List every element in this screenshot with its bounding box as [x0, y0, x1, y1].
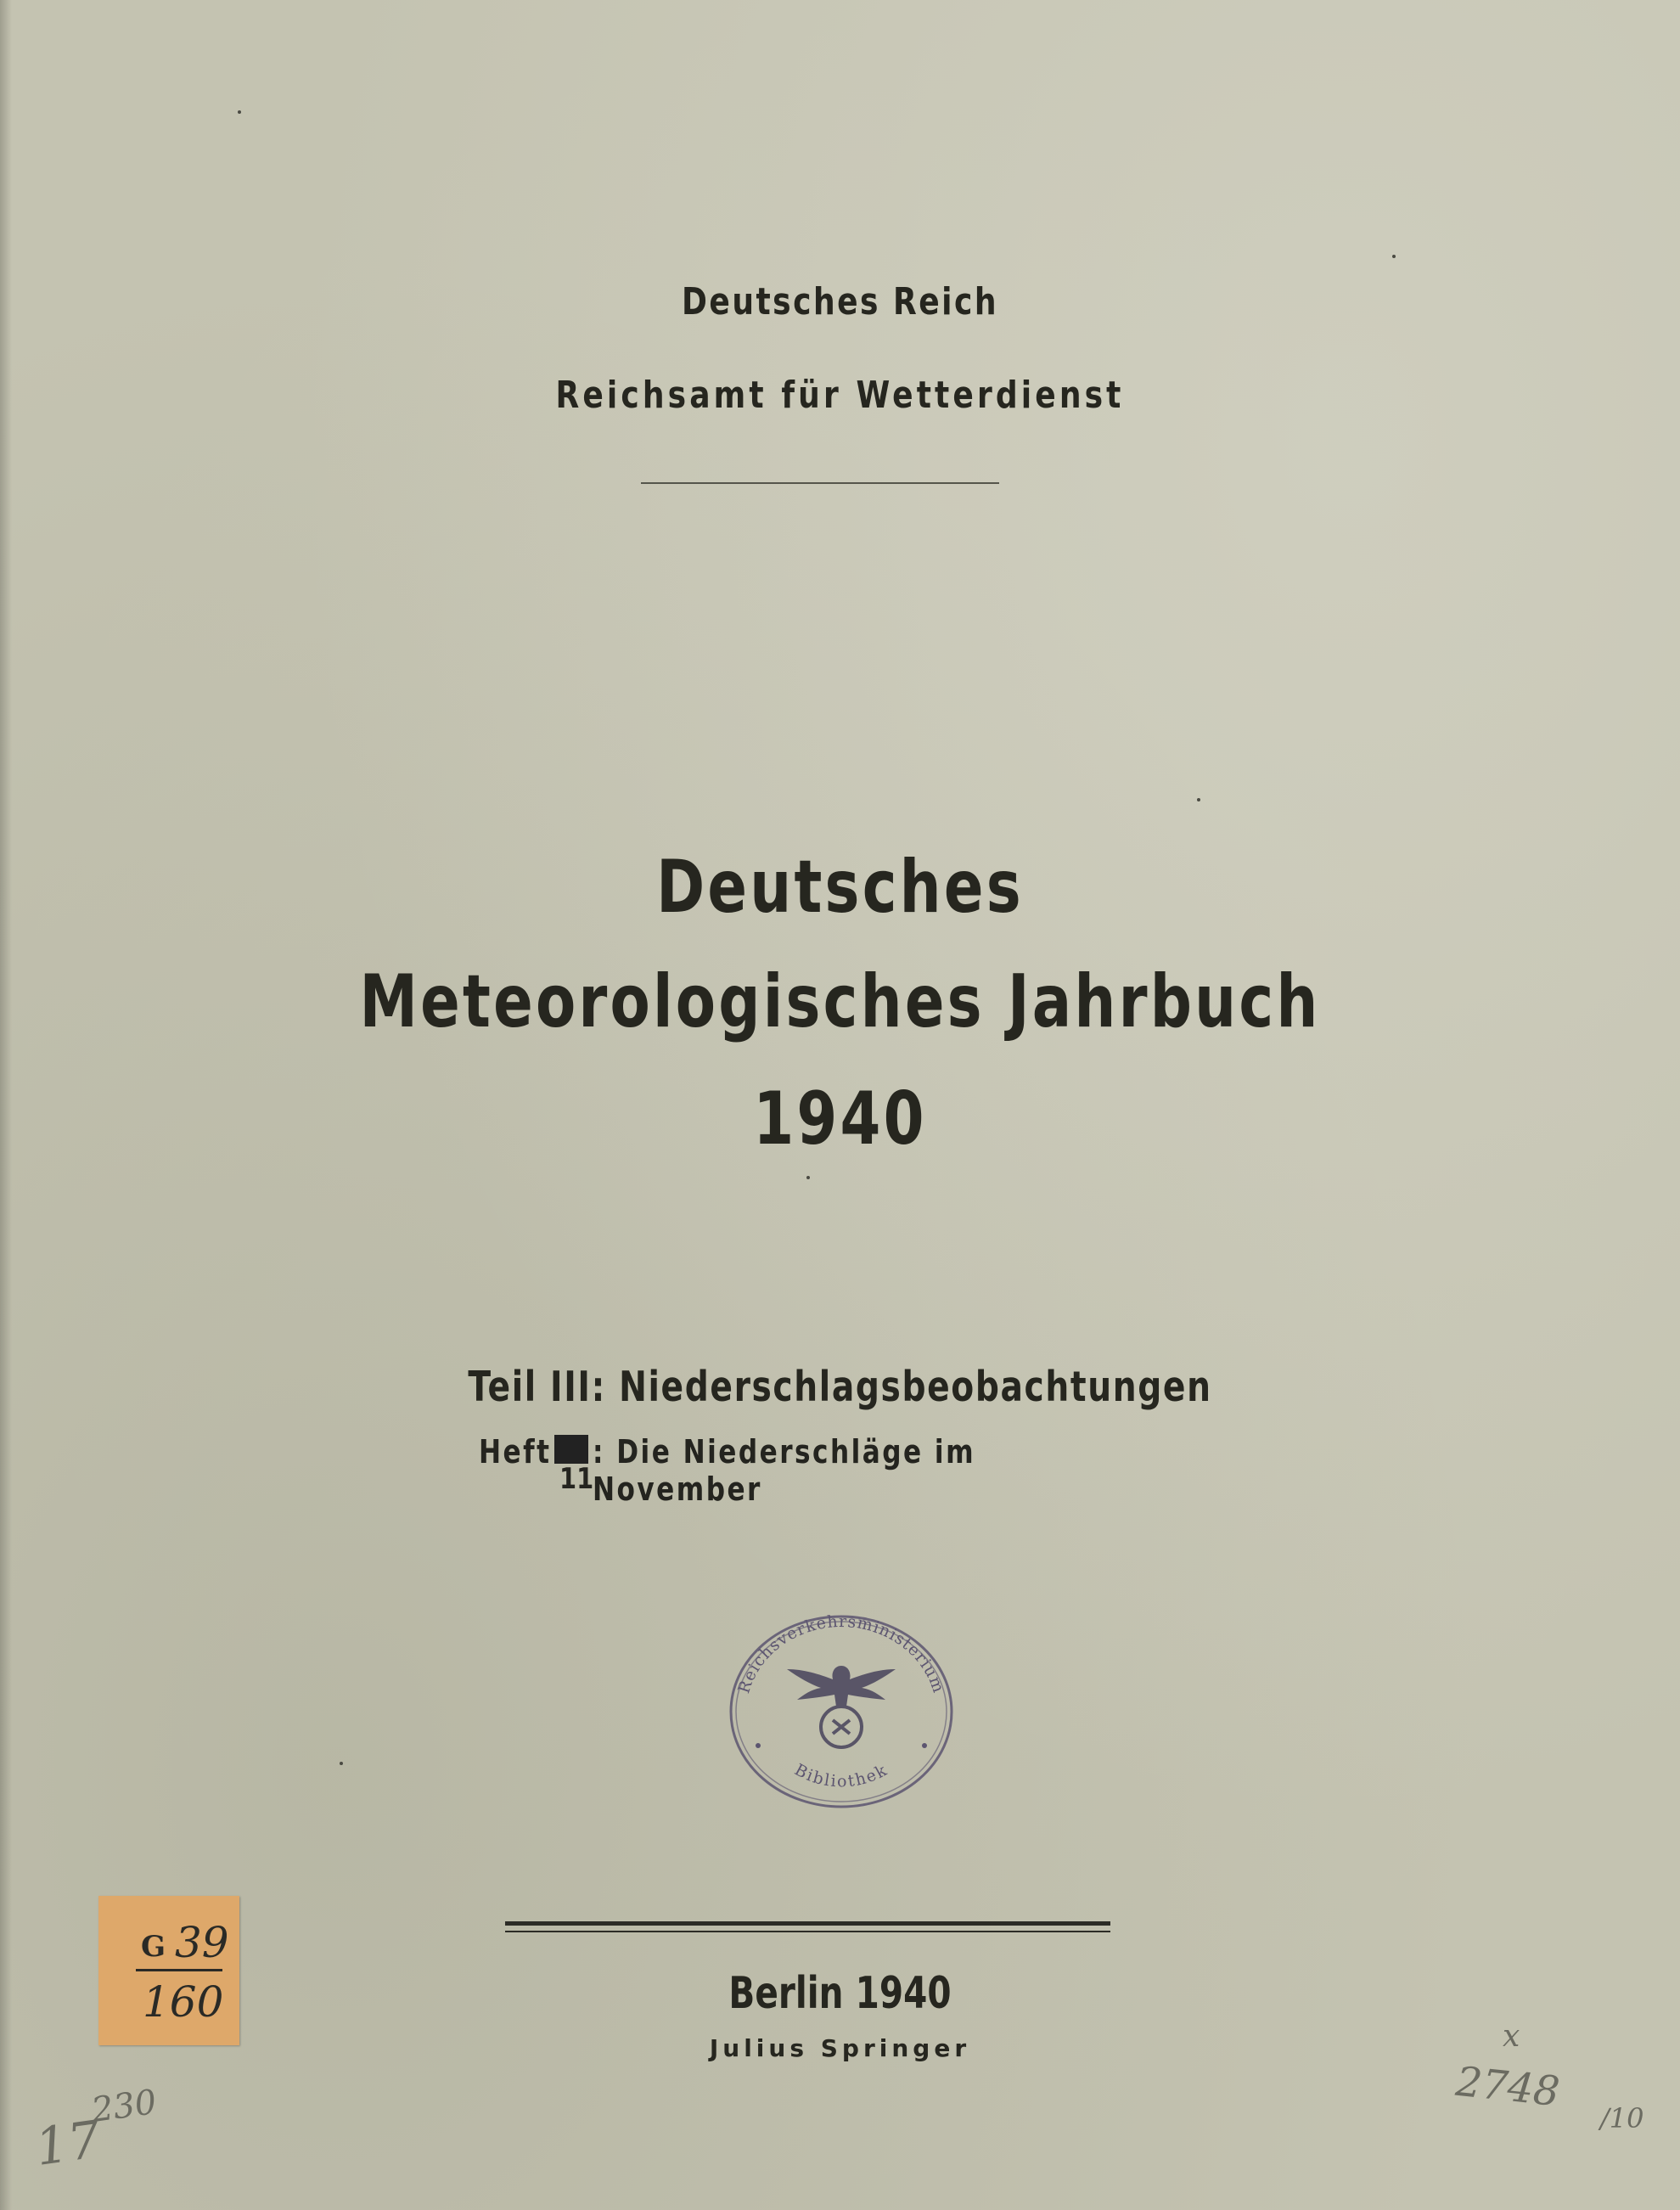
header-line-reich: Deutsches Reich: [681, 280, 998, 323]
page-edge-shadow: [0, 0, 12, 2210]
shelf-mark-bottom: 160: [143, 1977, 224, 2027]
title-year: 1940: [753, 1077, 927, 1161]
shelf-mark-label: [98, 1896, 239, 2045]
heft-number: 11: [559, 1462, 594, 1496]
publisher-name: Julius Springer: [709, 2034, 971, 2062]
shelf-mark-rule: [136, 1969, 222, 1971]
title-line-1: Deutsches: [656, 845, 1024, 930]
pencil-note-right: 2748: [1453, 2057, 1562, 2117]
header-line-agency: Reichsamt für Wetterdienst: [555, 374, 1125, 417]
pencil-mark-x: x: [1503, 2019, 1520, 2054]
shelf-mark-prefix: G: [141, 1930, 166, 1964]
pencil-note-left-superscript: 230: [89, 2082, 160, 2131]
shelf-mark-top: 39: [175, 1918, 229, 1967]
publisher-rule-thin: [505, 1931, 1110, 1932]
paper-speck: [1392, 255, 1396, 258]
eagle-emblem-icon: [787, 1666, 896, 1747]
title-line-2: Meteorologisches Jahrbuch: [359, 959, 1321, 1044]
paper-speck: [238, 110, 241, 114]
heft-description: : Die Niederschläge im November: [593, 1433, 975, 1508]
redaction-block: [554, 1435, 588, 1464]
heft-line: [475, 1433, 1155, 1508]
paper-speck: [340, 1762, 343, 1765]
part-title: Teil III: Niederschlagsbeobachtungen: [468, 1363, 1212, 1411]
pencil-note-left: 17: [31, 2110, 104, 2178]
heft-label: Heft: [479, 1433, 552, 1471]
stamp-bottom-text: Bibliothek: [791, 1760, 891, 1791]
paper-speck: [1197, 798, 1200, 801]
publisher-rule-thick: [505, 1921, 1110, 1926]
header-divider: [641, 482, 999, 484]
pencil-note-right-fraction: /10: [1600, 2102, 1644, 2134]
stamp-top-text: Reichsverkehrsministerium: [734, 1613, 948, 1696]
publisher-city-year: Berlin 1940: [728, 1968, 952, 2019]
library-stamp: [726, 1613, 957, 1810]
paper-speck: [806, 1176, 810, 1179]
